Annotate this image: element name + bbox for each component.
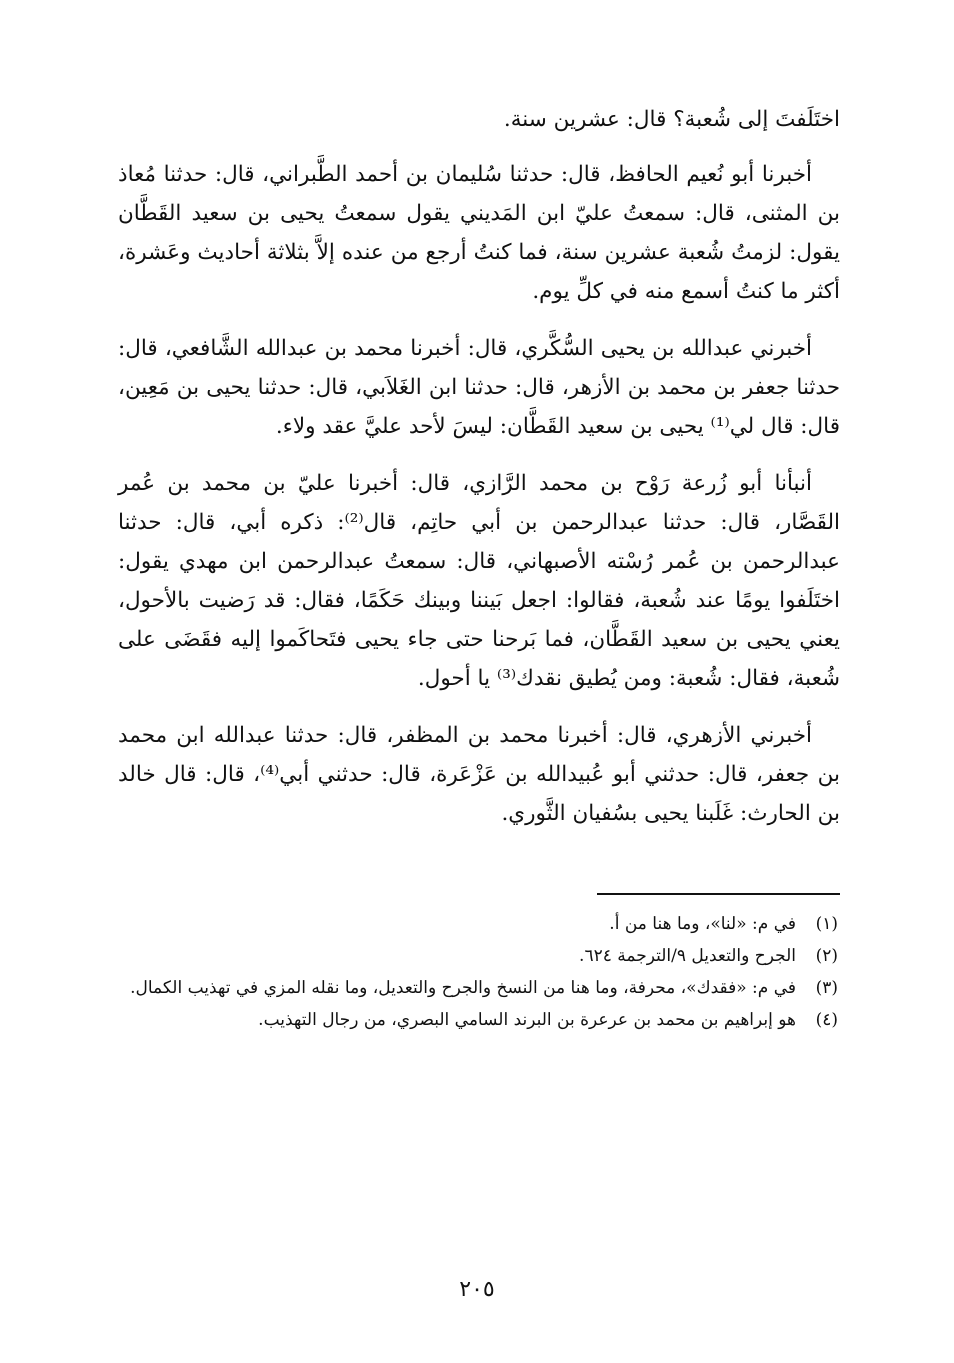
page-number: ٢٠٥ [459,1277,495,1302]
footnote-item [118,940,840,972]
footnote-number: (٣) [815,978,838,998]
footnote-item [118,1004,840,1036]
footnote-number: (٤) [815,1010,838,1030]
paragraph-continuation: اختَلَفتَ إلى شُعبة؟ قال: عشرين سنة. [503,107,840,132]
footnote-number: (٢) [815,946,838,966]
footnote-number: (١) [815,914,838,934]
footnote-text: الجرح والتعديل ٩/الترجمة ٦٢٤. [579,946,796,966]
footnote-text: هو إبراهيم بن محمد بن عرعرة بن البرند السامي البصري، من رجال التهذيب. [258,1010,796,1030]
paragraph-narration-4: أخبرني الأزهري، قال: أخبرنا محمد بن المظفر، قال: حدثنا عبدالله ابن محمد بن جعفر، قال: حدثني أبو عُبيدالله بن عَزْعَرة، قال: حدثني أبي⁽⁴⁾، قال: قال خالد بن الحارث: غَلَبنا يحيى بسُفيان الثَّوري. [118,723,840,826]
footnote-text: في م: «فقدك»، محرفة، وما هنا من النسخ والجرح والتعديل، وما نقله المزي في تهذيب الكمال. [130,978,796,998]
paragraph-narration-3: أنبأنا أبو زُرعة رَوْح بن محمد الرَّازي، قال: أخبرنا عليّ بن محمد بن عُمر القَصَّار، قال: حدثنا عبدالرحمن بن أبي حاتِم، قال⁽²⁾: ذكره أبي، قال: حدثنا عبدالرحمن بن عُمر رُسْته الأصبهاني، قال: سمعتُ عبدالرحمن ابن مهدي يقول: اختَلَفوا يومًا عند شُعبة، فقالوا: اجعل بَيننا وبينك حَكَمًا، فقال: قد رَضيت بالأحول، يعني يحيى بن سعيد القَطَّان، فما بَرحنا حتى جاء يحيى فتَحاكَموا إليه فقَضَى على شُعبة، فقال: شُعبة: ومن يُطيق نقدك⁽³⁾ يا أحول. [118,471,841,691]
footnote-divider [597,893,840,895]
footnote-item [118,908,840,940]
footnote-item [118,972,840,1004]
footnotes [118,908,840,1036]
paragraph-narration-1: أخبرنا أبو نُعيم الحافظ، قال: حدثنا سُليمان بن أحمد الطَّبراني، قال: حدثنا مُعاذ بن المثنى، قال: سمعتُ عليّ ابن المَديني يقول سمعتُ يحيى بن سعيد القَطَّان يقول: لزمتُ شُعبة عشرين سنة، فما كنتُ أرجع من عنده إلاَّ بثلاثة أحاديث وعَشرة، أكثر ما كنتُ أسمع منه في كلِّ يوم. [118,162,840,304]
paragraph-narration-2: أخبرني عبدالله بن يحيى السُّكَّري، قال: أخبرنا محمد بن عبدالله الشَّافعي، قال: حدثنا جعفر بن محمد بن الأزهر، قال: حدثنا ابن الغَلاَبي، قال: حدثنا يحيى بن مَعِين، قال: قال لي⁽¹⁾ يحيى بن سعيد القَطَّان: ليسَ لأحد عليَّ عقد ولاء. [118,336,840,439]
footnote-text: في م: «لنا»، وما هنا من أ. [609,914,796,934]
page-body [118,100,840,851]
